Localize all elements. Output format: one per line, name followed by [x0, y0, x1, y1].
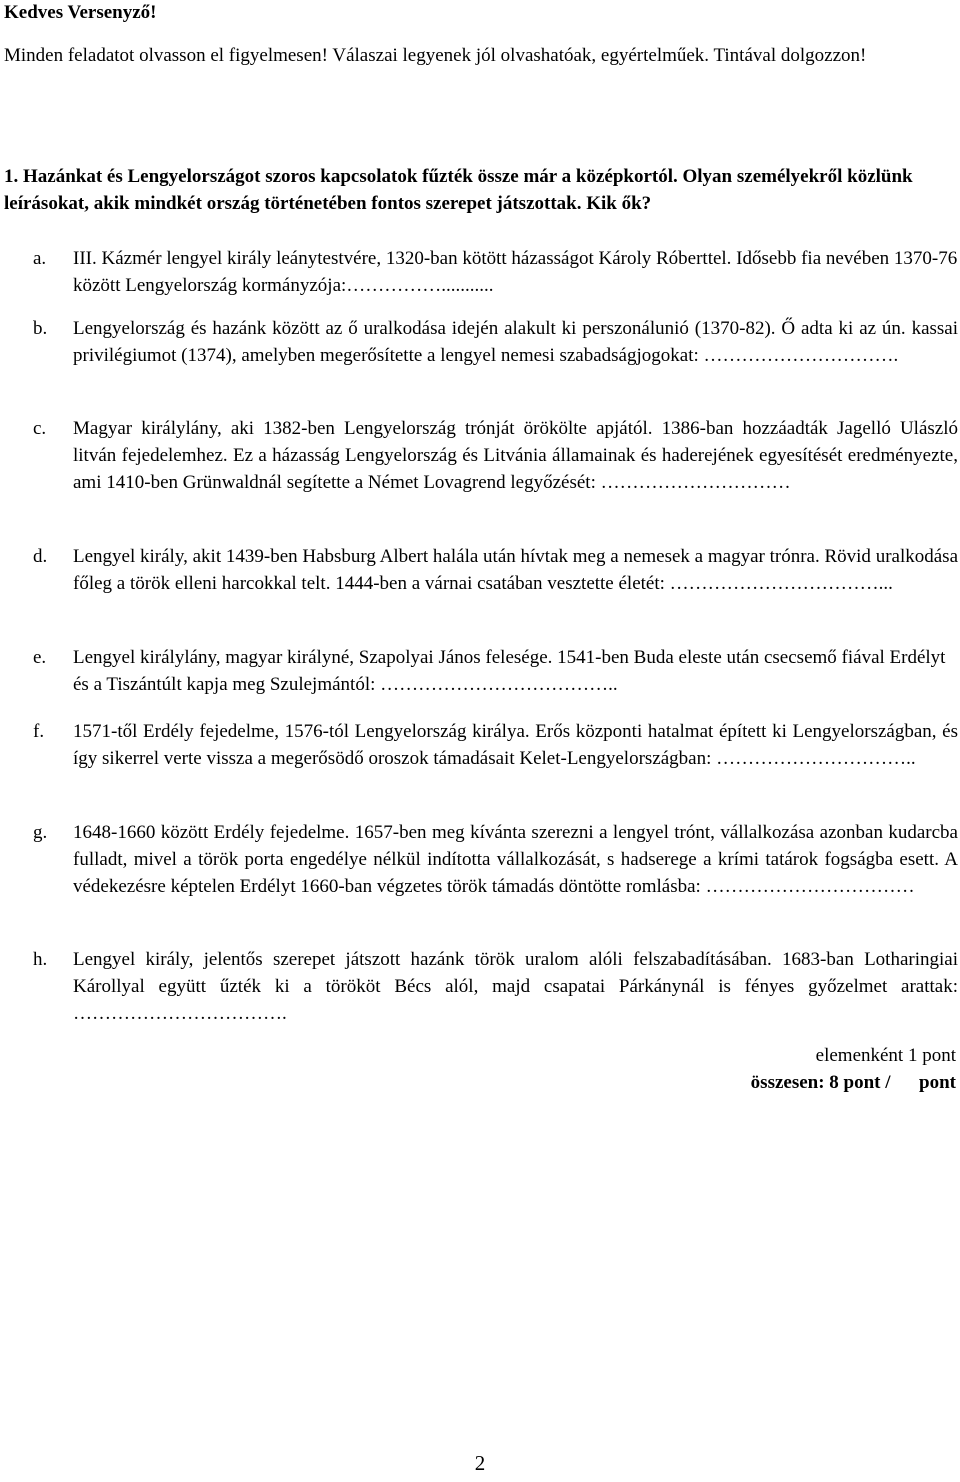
task-number: 1.: [4, 166, 19, 187]
item-text: III. Kázmér lengyel király leánytestvére, 1320-ban kötött házasságot Károly Róberttel. Idősebb fia nevében 1370-76 között Lengyelország kormányzója:: [73, 248, 958, 296]
item-body: [73, 644, 958, 698]
item-body: [73, 819, 958, 900]
item-body: [73, 718, 958, 772]
answer-blank[interactable]: …………………………: [600, 472, 791, 493]
task-title: Hazánkat és Lengyelországot szoros kapcsolatok fűzték össze már a középkortól. Olyan személyekről közlünk leírásokat, akik mindkét ország történetében fontos szerepet játszottak. Kik ők?: [4, 166, 913, 214]
item-body: [73, 315, 958, 369]
item-letter: g.: [33, 822, 48, 843]
question-item-e: [33, 644, 958, 698]
answer-blank[interactable]: ……………...........: [346, 275, 494, 296]
question-item-d: [33, 543, 958, 597]
greeting-heading: Kedves Versenyző!: [4, 2, 157, 23]
question-item-f: [33, 718, 958, 772]
item-text: Lengyel király, akit 1439-ben Habsburg Albert halála után hívtak meg a nemesek a magyar trónra. Rövid uralkodása főleg a török elleni harcokkal telt. 1444-ben a várnai csatában vesztette életét:: [73, 546, 958, 594]
item-letter: c.: [33, 418, 47, 439]
score-box: [751, 1042, 956, 1096]
answer-blank[interactable]: ………………………….: [703, 345, 899, 366]
item-letter: d.: [33, 546, 48, 567]
answer-blank[interactable]: ……………………………: [705, 876, 915, 897]
answer-blank[interactable]: ……………………………...: [669, 573, 893, 594]
instructions-paragraph: Minden feladatot olvasson el figyelmesen! Válaszai legyenek jól olvashatóak, egyértelműek. Tintával dolgozzon!: [4, 45, 867, 66]
question-item-a: [33, 245, 958, 299]
item-body: [73, 543, 958, 597]
item-text: Magyar királylány, aki 1382-ben Lengyelország trónját örökölte apjától. 1386-ban hozzáadták Jagelló Ulászló litván fejedelemhez. Ez a házasság Lengyelország és Litvánia államainak és haderejének egyesítését eredményezte, ami 1410-ben Grünwaldnál segítette a Német Lovagrend legyőzését:: [73, 418, 958, 493]
item-body: [73, 245, 958, 299]
answer-blank[interactable]: …………………………..: [716, 748, 916, 769]
question-item-c: [33, 415, 958, 496]
item-body: [73, 415, 958, 496]
item-letter: h.: [33, 949, 48, 970]
question-item-b: [33, 315, 958, 369]
item-text: Lengyel királylány, magyar királyné, Szapolyai János felesége. 1541-ben Buda eleste után csecsemő fiával Erdélyt és a Tiszántúlt kapja meg Szulejmántól:: [73, 647, 946, 695]
answer-blank[interactable]: ………………………………..: [380, 674, 618, 695]
item-letter: a.: [33, 248, 47, 269]
item-text: Lengyelország és hazánk között az ő uralkodása idején alakult ki perszonálunió (1370-82). Ő adta ki az ún. kassai privilégiumot (1374), amelyben megerősítette a lengyel nemesi szabadságjogokat:: [73, 318, 958, 366]
item-text: 1571-től Erdély fejedelme, 1576-tól Lengyelország királya. Erős központi hatalmat épített ki Lengyelországban, és így sikerrel verte vissza a megerősödő oroszok támadásait Kelet-Lengyelországban:: [73, 721, 958, 769]
item-body: [73, 946, 958, 1027]
item-letter: b.: [33, 318, 48, 339]
question-item-h: [33, 946, 958, 1027]
item-letter: f.: [33, 721, 45, 742]
item-text: 1648-1660 között Erdély fejedelme. 1657-ben meg kívánta szerezni a lengyel trónt, vállalkozása azonban kudarcba fulladt, mivel a török porta engedélye nélkül indította vállalkozását, s hadserege a krími tatárok fogságba esett. A védekezésre képtelen Erdélyt 1660-ban végzetes török támadás döntötte romlásba:: [73, 822, 958, 897]
score-total: összesen: 8 pont / pont: [750, 1072, 956, 1093]
task-header: [4, 163, 956, 217]
item-text: Lengyel király, jelentős szerepet játszott hazánk török uralom alóli felszabadításában. 1683-ban Lotharingiai Károllyal együtt űzték ki a törököt Bécs alól, majd csapatai Párkánynál is fényes győzelmet arattak:: [73, 949, 958, 997]
page-number: 2: [474, 1451, 486, 1475]
item-letter: e.: [33, 647, 47, 668]
score-per-item: elemenként 1 pont: [815, 1045, 956, 1066]
answer-blank[interactable]: …………………………….: [73, 1003, 287, 1024]
question-item-g: [33, 819, 958, 900]
